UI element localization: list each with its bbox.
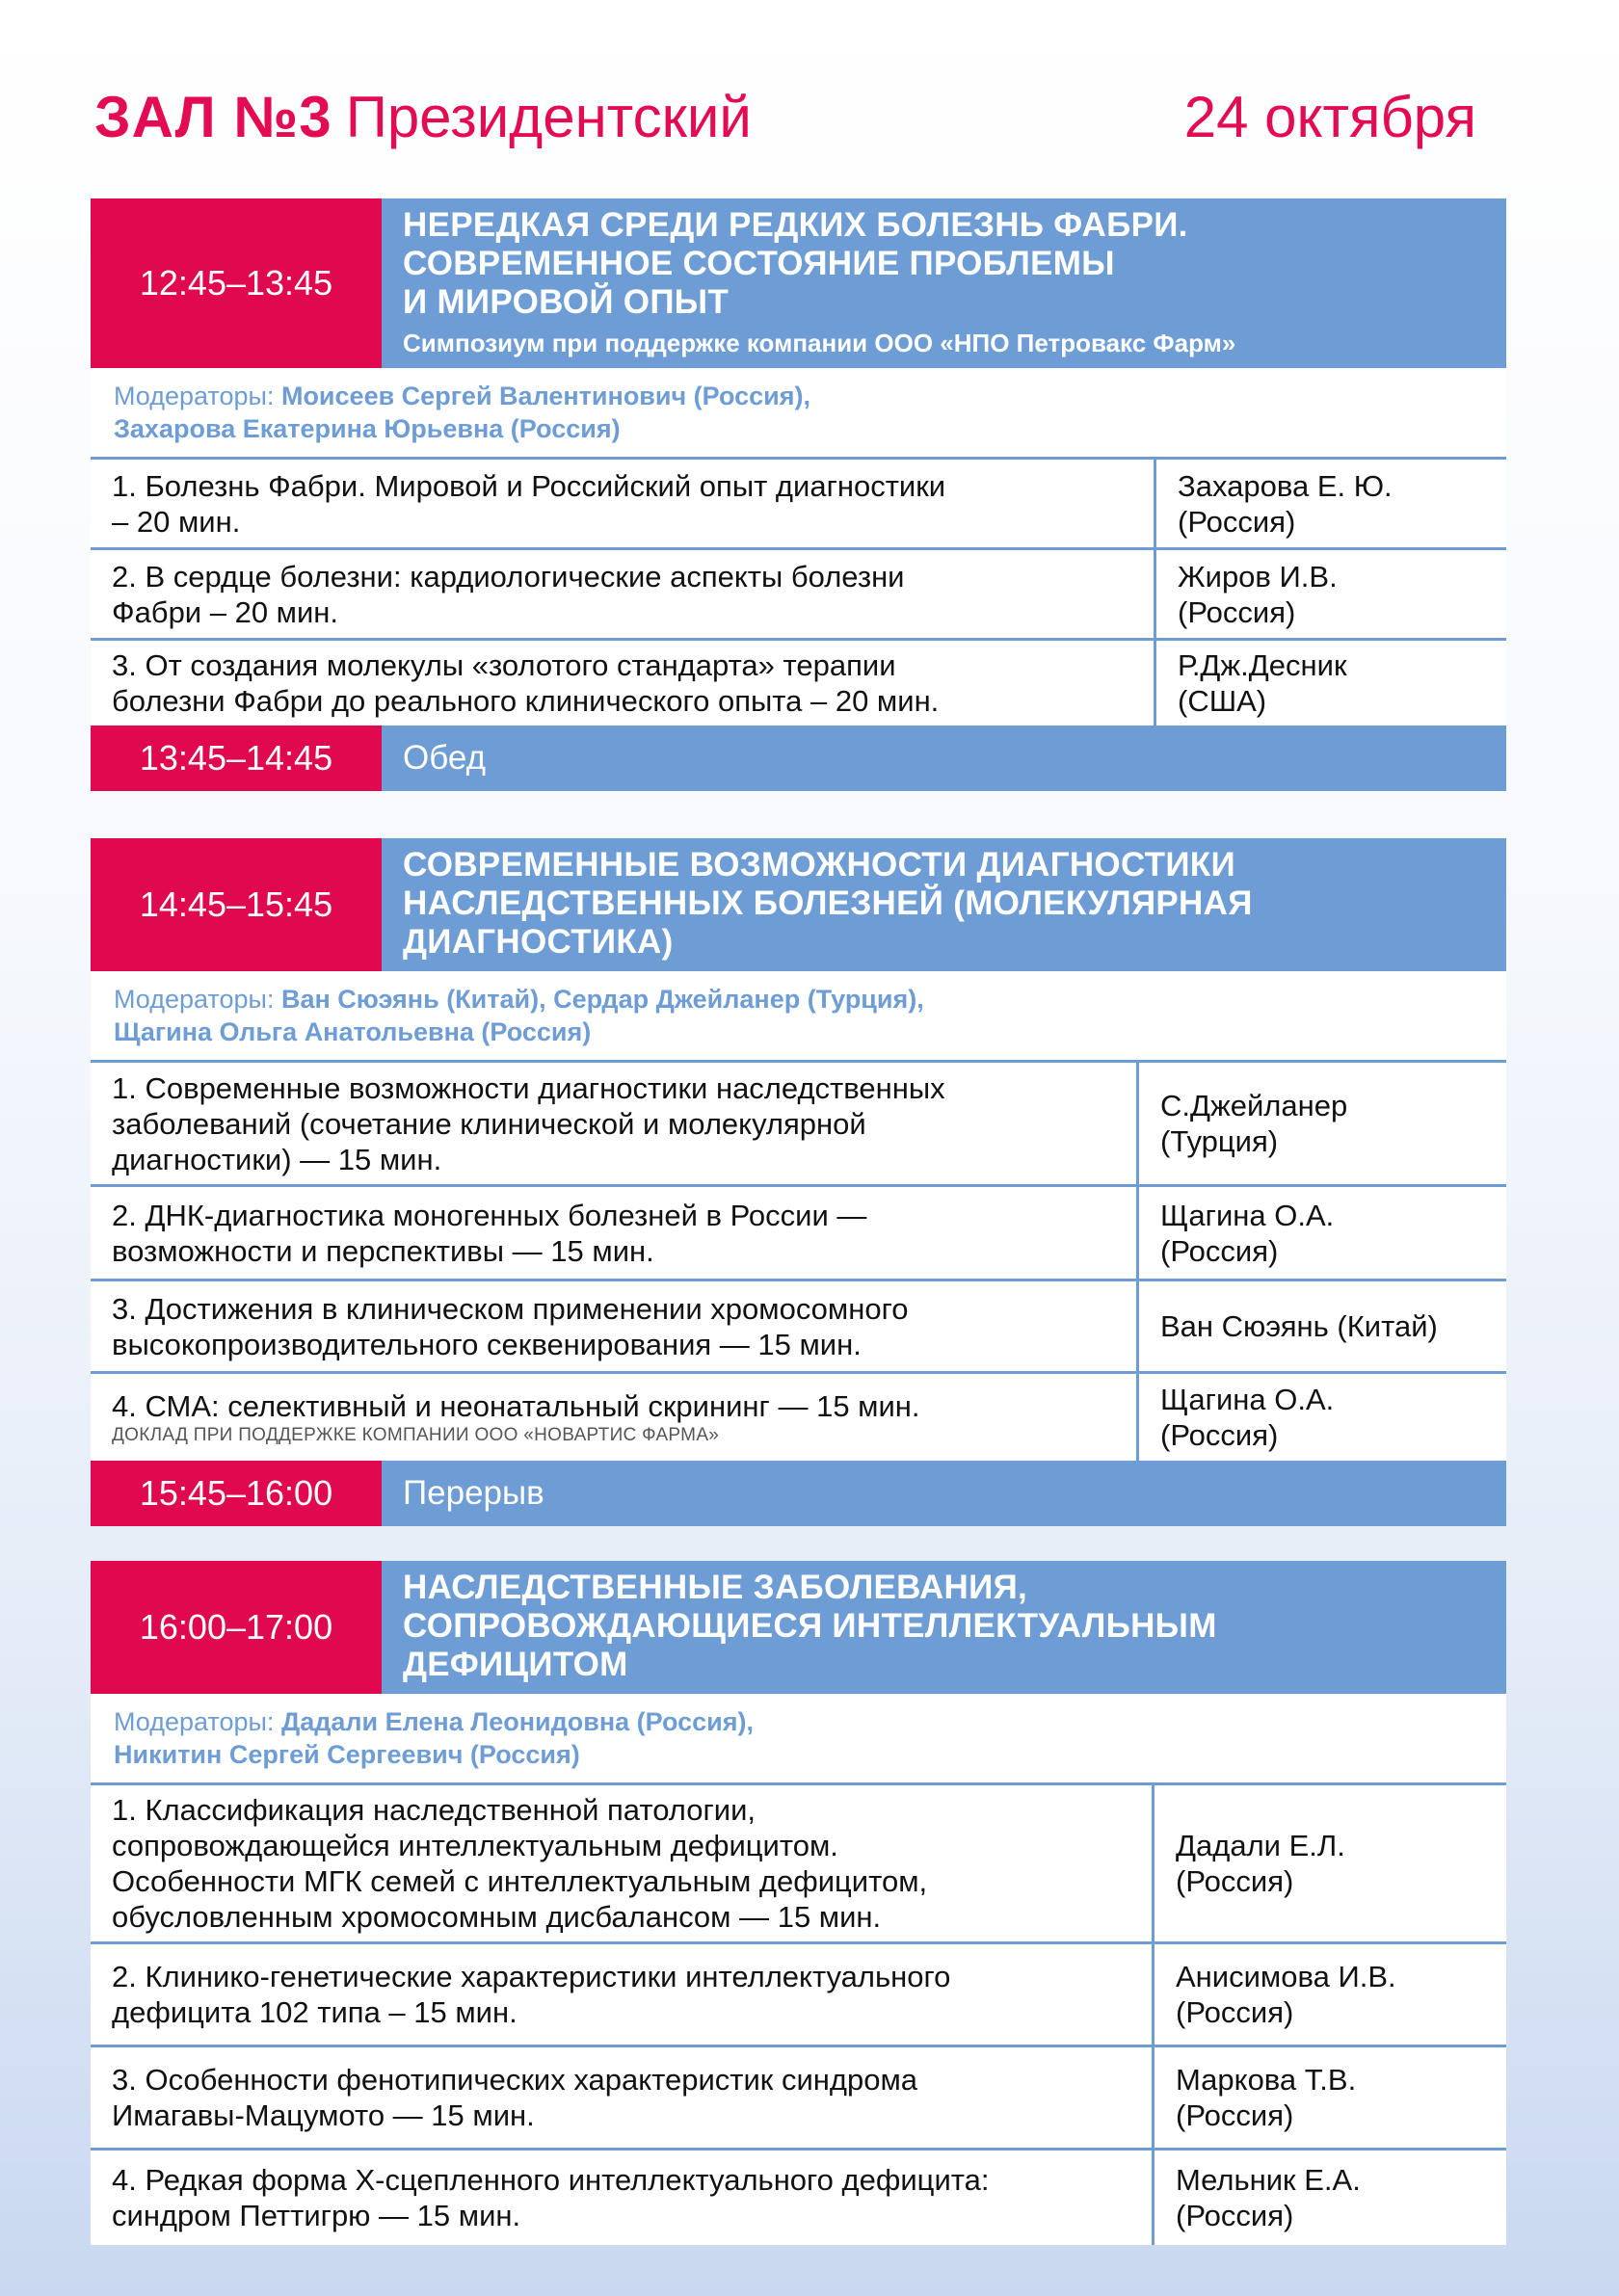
talk-title (91, 1281, 1136, 1371)
speaker-line: Маркова Т.В. (1176, 2063, 1357, 2097)
hall-name: Президентский (345, 85, 752, 149)
speaker-line: (Россия) (1160, 1418, 1279, 1452)
title-line: ДИАГНОСТИКА) (403, 923, 674, 961)
break-row (91, 726, 1506, 791)
talk-title (91, 1374, 1136, 1461)
page-header (94, 79, 1476, 156)
event-date: 24 октября (1183, 85, 1476, 149)
speaker-line: (Россия) (1176, 2199, 1294, 2232)
talk-table (91, 1063, 1506, 1461)
talk-line: диагностики) — 15 мин. (112, 1142, 442, 1176)
session-block (91, 198, 1506, 791)
moderators (91, 971, 1506, 1063)
talk-line: дефицита 102 типа – 15 мин. (112, 1995, 518, 2029)
talk-line: 3. Особенности фенотипических характеристик синдрома (112, 2063, 918, 2097)
talk-line: 2. Клинико-генетические характеристики интеллектуального (112, 1960, 951, 1993)
speaker-line: (Россия) (1176, 1995, 1294, 2029)
moderators-names: Щагина Ольга Анатольевна (Россия) (114, 1017, 592, 1046)
session-title-box (382, 1561, 1506, 1694)
session-block (91, 1561, 1506, 2245)
speaker-line: (США) (1178, 684, 1267, 718)
title-line: СОВРЕМЕННОЕ СОСТОЯНИЕ ПРОБЛЕМЫ (403, 245, 1115, 282)
session-title-box (382, 838, 1506, 971)
moderators (91, 368, 1506, 460)
speaker-line: Щагина О.А. (1160, 1198, 1335, 1232)
moderators-names: Захарова Екатерина Юрьевна (Россия) (114, 414, 621, 443)
session-title (403, 846, 1485, 962)
talk-row (91, 1063, 1506, 1187)
session-header (91, 1561, 1506, 1694)
speaker-line: С.Джейланер (1160, 1089, 1348, 1122)
speaker (1136, 1187, 1506, 1279)
session-time: 14:45–15:45 (91, 838, 382, 971)
speaker-line: (Россия) (1178, 594, 1296, 629)
title-line: ДЕФИЦИТОМ (403, 1646, 628, 1683)
speaker-line: Анисимова И.В. (1176, 1960, 1396, 1993)
hall-title (94, 79, 752, 156)
moderators-names: Ван Сюэянь (Китай), Сердар Джейланер (Турция), (280, 985, 924, 1014)
talk-title (91, 1785, 1152, 1941)
talk-title (91, 550, 1154, 638)
moderators-label: Модераторы: (114, 1707, 275, 1736)
session-sponsor: Симпозиум при поддержке компании ООО «НПО Петровакс Фарм» (403, 329, 1236, 357)
talk-row (91, 2047, 1506, 2151)
talk-table (91, 460, 1506, 726)
speaker-line: Мельник Е.А. (1176, 2163, 1361, 2197)
speaker (1154, 550, 1506, 638)
talk-row (91, 1944, 1506, 2047)
speaker (1136, 1063, 1506, 1184)
title-line: СОВРЕМЕННЫЕ ВОЗМОЖНОСТИ ДИАГНОСТИКИ (403, 846, 1235, 884)
talk-title (91, 1187, 1136, 1279)
talk-line: 1. Современные возможности диагностики наследственных (112, 1070, 945, 1105)
session-title (403, 206, 1485, 322)
speaker-line: (Россия) (1176, 1864, 1294, 1898)
speaker (1152, 1785, 1506, 1941)
talk-row (91, 550, 1506, 641)
session-title (403, 1569, 1485, 1684)
session-header (91, 198, 1506, 368)
speaker (1152, 1944, 1506, 2045)
talk-title (91, 1944, 1152, 2045)
break-time: 13:45–14:45 (91, 726, 382, 791)
talk-table (91, 1785, 1506, 2245)
speaker-line: Дадали Е.Л. (1176, 1829, 1345, 1862)
moderators-names: Никитин Сергей Сергеевич (Россия) (114, 1740, 580, 1769)
talk-line: высокопроизводительного секвенирования — 15 мин. (112, 1327, 862, 1361)
moderators (91, 1694, 1506, 1785)
session-time: 12:45–13:45 (91, 198, 382, 368)
speaker-line: (Россия) (1178, 504, 1296, 539)
speaker-line: Ван Сюэянь (Китай) (1160, 1309, 1438, 1343)
sponsor-note: ДОКЛАД ПРИ ПОДДЕРЖКЕ КОМПАНИИ ООО «НОВАРТИС ФАРМА» (112, 1424, 720, 1445)
speaker-line: (Россия) (1160, 1233, 1279, 1268)
talk-line: 3. От создания молекулы «золотого стандарта» терапии (112, 648, 896, 682)
speaker-line: Жиров И.В. (1178, 559, 1338, 594)
talk-line: 4. Редкая форма X-сцепленного интеллектуального дефицита: (112, 2163, 990, 2197)
session-title-box (382, 198, 1506, 368)
talk-line: сопровождающейся интеллектуальным дефицитом. (112, 1829, 838, 1862)
speaker-line: (Турция) (1160, 1124, 1279, 1158)
talk-line: 4. СМА: селективный и неонатальный скрининг — 15 мин. (112, 1388, 920, 1423)
break-time: 15:45–16:00 (91, 1461, 382, 1526)
talk-line: 2. ДНК-диагностика моногенных болезней в России — (112, 1198, 867, 1232)
talk-line: заболеваний (сочетание клинической и молекулярной (112, 1106, 866, 1141)
break-label: Перерыв (382, 1461, 1506, 1526)
talk-row (91, 1374, 1506, 1461)
break-row (91, 1461, 1506, 1526)
speaker (1136, 1374, 1506, 1461)
talk-line: возможности и перспективы — 15 мин. (112, 1233, 654, 1268)
talk-line: Имагавы-Мацумото — 15 мин. (112, 2098, 535, 2132)
moderators-label: Модераторы: (114, 985, 275, 1014)
speaker (1154, 460, 1506, 547)
break-label: Обед (382, 726, 1506, 791)
talk-line: болезни Фабри до реального клинического опыта – 20 мин. (112, 684, 940, 718)
moderators-label: Модераторы: (114, 382, 275, 410)
speaker (1152, 2151, 1506, 2245)
speaker-line: Р.Дж.Десник (1178, 648, 1347, 682)
hall-number: ЗАЛ №3 (94, 85, 332, 149)
talk-line: Фабри – 20 мин. (112, 594, 339, 629)
talk-line: 1. Классификация наследственной патологии, (112, 1793, 756, 1827)
session-header (91, 838, 1506, 971)
title-line: СОПРОВОЖДАЮЩИЕСЯ ИНТЕЛЛЕКТУАЛЬНЫМ (403, 1607, 1217, 1645)
talk-line: – 20 мин. (112, 504, 241, 539)
session-time: 16:00–17:00 (91, 1561, 382, 1694)
speaker (1152, 2047, 1506, 2148)
talk-line: обусловленным хромосомным дисбалансом — 15 мин. (112, 1900, 882, 1934)
talk-row (91, 460, 1506, 550)
speaker-line: (Россия) (1176, 2098, 1294, 2132)
moderators-names: Дадали Елена Леонидовна (Россия), (280, 1707, 755, 1736)
talk-title (91, 460, 1154, 547)
talk-row (91, 641, 1506, 726)
talk-row (91, 2151, 1506, 2245)
title-line: НАСЛЕДСТВЕННЫЕ ЗАБОЛЕВАНИЯ, (403, 1569, 1028, 1606)
talk-title (91, 1063, 1136, 1184)
session-block (91, 838, 1506, 1526)
talk-title (91, 2047, 1152, 2148)
title-line: НАСЛЕДСТВЕННЫХ БОЛЕЗНЕЙ (МОЛЕКУЛЯРНАЯ (403, 884, 1253, 922)
speaker-line: Щагина О.А. (1160, 1383, 1335, 1416)
title-line: НЕРЕДКАЯ СРЕДИ РЕДКИХ БОЛЕЗНЬ ФАБРИ. (403, 206, 1188, 244)
talk-title (91, 2151, 1152, 2245)
talk-title (91, 641, 1154, 726)
speaker (1154, 641, 1506, 726)
moderators-names: Моисеев Сергей Валентинович (Россия), (280, 382, 811, 410)
talk-line: Особенности МГК семей с интеллектуальным дефицитом, (112, 1864, 928, 1898)
talk-row (91, 1785, 1506, 1944)
talk-row (91, 1187, 1506, 1281)
talk-line: синдром Петтигрю — 15 мин. (112, 2199, 521, 2232)
speaker-line: Захарова Е. Ю. (1178, 468, 1393, 503)
talk-line: 2. В сердце болезни: кардиологические аспекты болезни (112, 559, 905, 594)
speaker (1136, 1281, 1506, 1371)
talk-line: 3. Достижения в клиническом применении хромосомного (112, 1291, 909, 1326)
talk-row (91, 1281, 1506, 1374)
talk-line: 1. Болезнь Фабри. Мировой и Российский опыт диагностики (112, 468, 946, 503)
title-line: И МИРОВОЙ ОПЫТ (403, 283, 730, 321)
